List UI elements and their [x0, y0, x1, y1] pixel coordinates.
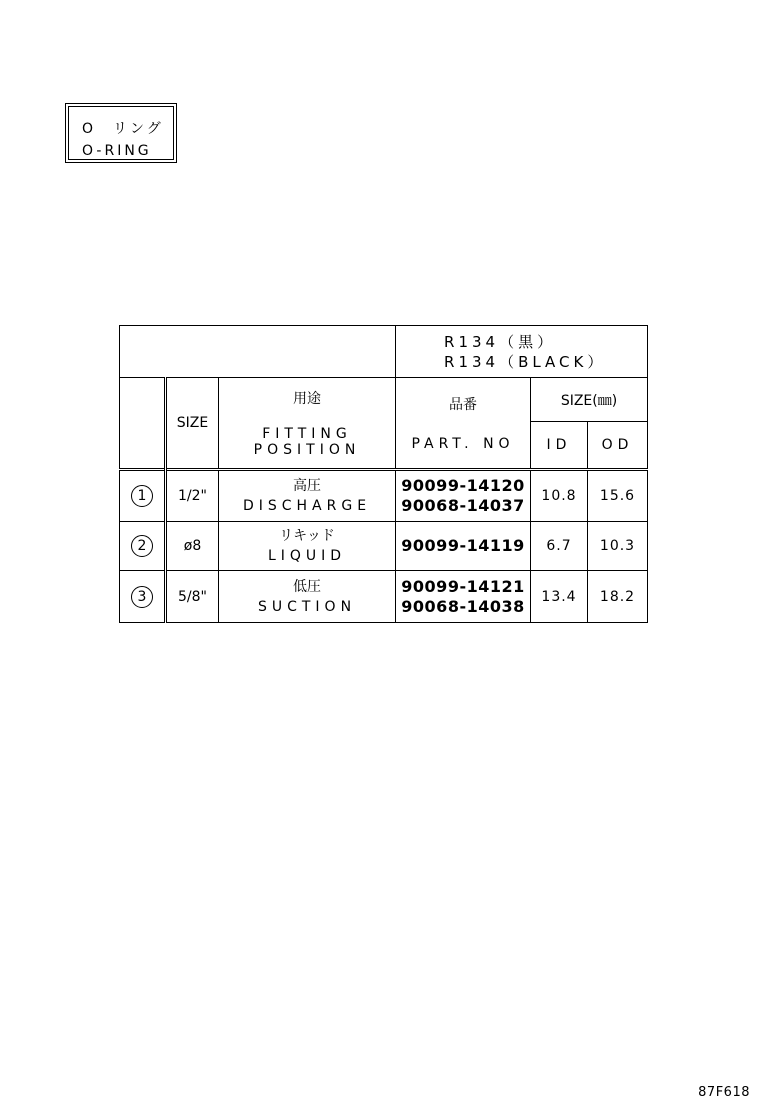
id-value: 6.7	[531, 522, 588, 571]
table-row	[120, 571, 648, 623]
ref-cell	[120, 571, 166, 623]
part-number: 90068-14037	[401, 496, 525, 515]
fitting-english: DISCHARGE	[242, 498, 372, 514]
part-number-cell	[396, 522, 531, 571]
fitting-japanese: リキッド	[279, 528, 335, 544]
blank-header-cell	[120, 326, 396, 378]
ref-header-cell	[120, 378, 166, 470]
fitting-japanese: 低圧	[293, 578, 321, 595]
ref-cell	[120, 522, 166, 571]
table-row	[120, 470, 648, 522]
size-cell: 5/8"	[166, 571, 219, 623]
fitting-cell	[219, 522, 396, 571]
fitting-cell	[219, 470, 396, 522]
part-number: 90099-14119	[401, 536, 525, 555]
reference-number-badge: 1	[131, 485, 153, 507]
od-header: OD	[588, 422, 648, 470]
fitting-cell	[219, 571, 396, 623]
id-value: 13.4	[531, 571, 588, 623]
part-number: 90099-14120	[401, 476, 525, 495]
size-cell: 1/2"	[166, 470, 219, 522]
title-english: O-RING	[82, 143, 152, 159]
refrigerant-cell	[396, 326, 648, 378]
reference-number-badge: 3	[131, 586, 153, 608]
part-number: 90068-14038	[401, 596, 525, 616]
fitting-header	[219, 378, 396, 470]
od-value: 15.6	[588, 470, 648, 522]
fitting-english: SUCTION	[257, 598, 357, 615]
fitting-header-english-2: POSITION	[253, 442, 361, 458]
od-value: 18.2	[588, 571, 648, 623]
id-header: ID	[531, 422, 588, 470]
fitting-header-english-1: FITTING	[262, 426, 352, 442]
id-value: 10.8	[531, 470, 588, 522]
part-number-header	[396, 378, 531, 470]
o-ring-spec-table	[119, 325, 648, 623]
size-cell: ø8	[166, 522, 219, 571]
refrigerant-english: R134（BLACK）	[444, 352, 607, 371]
part-number-header-japanese: 品番	[449, 397, 478, 413]
size-header: SIZE	[166, 378, 219, 470]
refrigerant-header-row	[120, 326, 648, 378]
part-number-cell	[396, 571, 531, 623]
refrigerant-japanese: R134（黒）	[444, 332, 557, 351]
ref-cell	[120, 470, 166, 522]
title-inner-frame	[68, 106, 174, 160]
column-header-row-1	[120, 378, 648, 422]
part-number-header-english: PART. NO	[411, 436, 515, 452]
size-mm-header: SIZE(㎜)	[531, 378, 648, 422]
fitting-header-japanese: 用途	[293, 391, 321, 407]
od-value: 10.3	[588, 522, 648, 571]
part-number-cell	[396, 470, 531, 522]
part-number: 90099-14121	[401, 576, 525, 596]
reference-number-badge: 2	[131, 535, 153, 557]
fitting-japanese: 高圧	[293, 478, 321, 494]
title-japanese: O リング	[82, 121, 164, 137]
fitting-english: LIQUID	[267, 548, 347, 564]
diagram-code: 87F618	[698, 1085, 750, 1100]
table-row	[120, 522, 648, 571]
title-box	[65, 103, 177, 163]
